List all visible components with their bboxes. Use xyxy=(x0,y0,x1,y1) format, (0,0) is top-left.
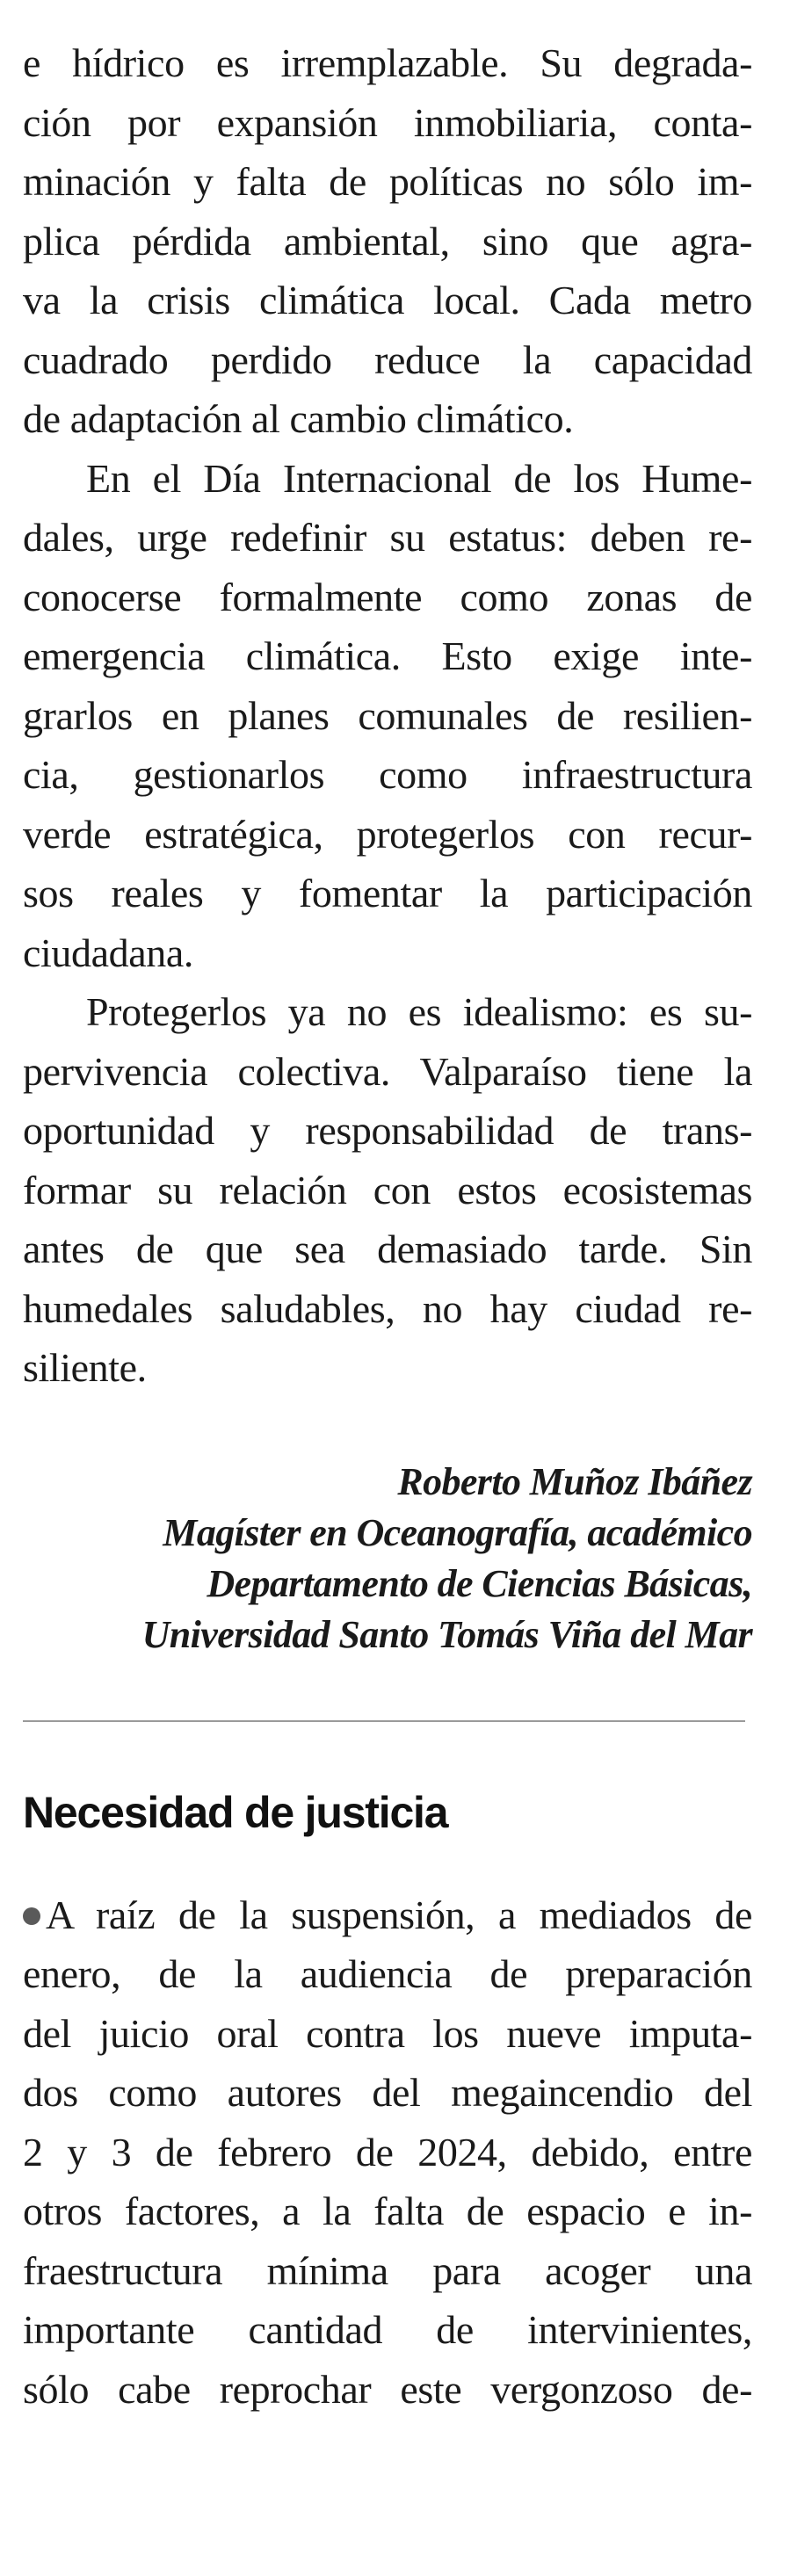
text-line: grarlos en planes comunales de resilien- xyxy=(23,692,752,738)
text-line: cuadrado perdido reduce la capacidad xyxy=(23,336,752,382)
article1-paragraph-2 xyxy=(23,449,752,983)
author-university: Universidad Santo Tomás Viña del Mar xyxy=(141,1612,752,1656)
text-line: dos como autores del megaincendio del xyxy=(23,2070,752,2115)
text-line: pervivencia colectiva. Valparaíso tiene la xyxy=(23,1048,752,1094)
text-line: antes de que sea demasiado tarde. Sin xyxy=(23,1226,752,1271)
text-line: enero, de la audiencia de preparación xyxy=(23,1951,752,1996)
text-line: oportunidad y responsabilidad de trans- xyxy=(23,1108,752,1153)
article2-heading: Necesidad de justicia xyxy=(23,1787,448,1837)
text-line: e hídrico es irremplazable. Su degrada- xyxy=(23,40,752,85)
author-name: Roberto Muñoz Ibáñez xyxy=(397,1459,752,1503)
text-line: otros factores, a la falta de espacio e in- xyxy=(23,2189,752,2233)
bullet-icon xyxy=(23,1907,40,1925)
text-line: minación y falta de políticas no sólo im- xyxy=(23,159,752,204)
text-line: de adaptación al cambio climático. xyxy=(23,396,574,441)
text-line: dales, urge redefinir su estatus: deben re- xyxy=(23,515,752,560)
article1-paragraph-1 xyxy=(23,33,752,449)
text-line: emergencia climática. Esto exige inte- xyxy=(23,633,752,678)
text-line: ción por expansión inmobiliaria, conta- xyxy=(23,99,752,145)
text-line: fraestructura mínima para acoger una xyxy=(23,2247,752,2293)
author-department: Departamento de Ciencias Básicas, xyxy=(207,1561,752,1605)
text-line: siliente. xyxy=(23,1345,147,1390)
newspaper-column xyxy=(23,33,752,2419)
article2-paragraph-1 xyxy=(23,1885,752,2420)
text-line: humedales saludables, no hay ciudad re- xyxy=(23,1285,752,1331)
text-line: importante cantidad de intervinientes, xyxy=(23,2307,752,2352)
text-line: va la crisis climática local. Cada metro xyxy=(23,278,752,322)
text-line: conocerse formalmente como zonas de xyxy=(23,574,752,619)
text-line: cia, gestionarlos como infraestructura xyxy=(23,752,752,797)
text-line-content: A raíz de la suspensión, a mediados de xyxy=(46,1892,752,1937)
text-line: En el Día Internacional de los Hume- xyxy=(86,455,752,501)
text-line: sólo cabe reprochar este vergonzoso de- xyxy=(23,2366,752,2412)
text-line: verde estratégica, protegerlos con recur- xyxy=(23,811,752,857)
text-line: Protegerlos ya no es idealismo: es su- xyxy=(86,989,752,1034)
text-line: del juicio oral contra los nueve imputa- xyxy=(23,2010,752,2056)
text-line: formar su relación con estos ecosistemas xyxy=(23,1167,752,1212)
text-line: ciudadana. xyxy=(23,930,193,975)
section-divider xyxy=(23,1720,745,1722)
article1-paragraph-3 xyxy=(23,982,752,1398)
text-line-first xyxy=(23,1885,752,1945)
author-signature xyxy=(23,1457,752,1661)
text-line: 2 y 3 de febrero de 2024, debido, entre xyxy=(23,2129,752,2174)
author-title: Magíster en Oceanografía, académico xyxy=(163,1510,752,1554)
text-line: sos reales y fomentar la participación xyxy=(23,871,752,915)
text-line: plica pérdida ambiental, sino que agra- xyxy=(23,218,752,264)
